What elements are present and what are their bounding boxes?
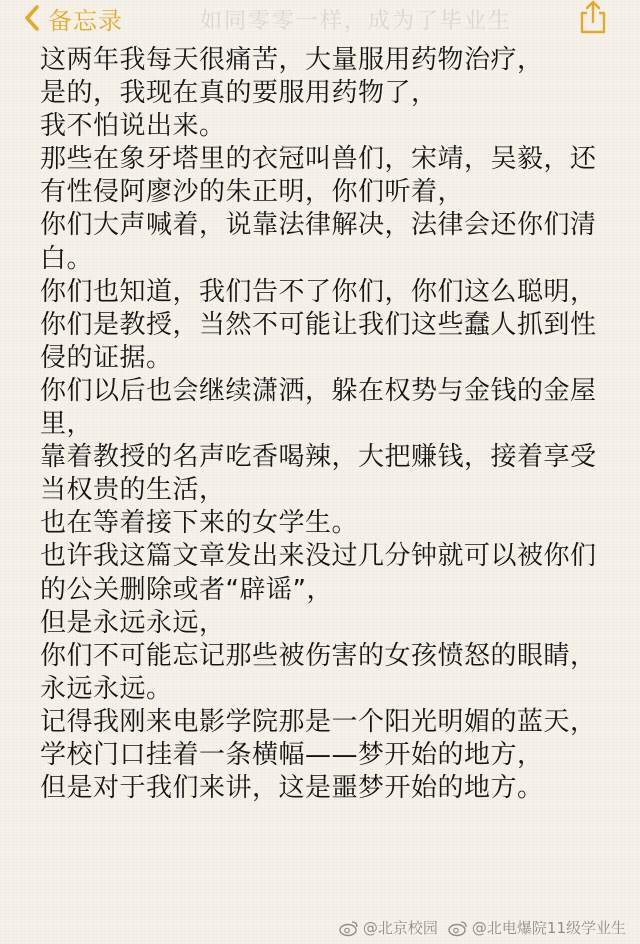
note-line: 也许我这篇文章发出来没过几分钟就可以被你们 xyxy=(40,541,597,572)
note-line: 那些在象牙塔里的衣冠叫兽们，宋靖，吴毅，还 xyxy=(40,144,597,175)
chevron-left-icon xyxy=(22,3,42,33)
note-line: 记得我刚来电影学院那是一个阳光明媚的蓝天， xyxy=(40,706,597,737)
note-line: 但是永远永远， xyxy=(40,607,226,638)
note-line: 有性侵阿廖沙的朱正明，你们听着， xyxy=(40,177,465,208)
note-line: 的公关删除或者“辟谣”， xyxy=(40,574,333,605)
ghost-title: 如同零零一样，成为了毕业生 xyxy=(200,9,513,34)
watermark-1 xyxy=(339,917,438,938)
note-line: 当权贵的生活， xyxy=(40,475,226,506)
watermark-bar xyxy=(339,917,626,938)
watermark-2-label: @北电爆院11级学业生 xyxy=(471,919,626,937)
note-body[interactable] xyxy=(40,44,620,805)
note-line: 你们不可能忘记那些被伤害的女孩愤怒的眼睛， xyxy=(40,640,597,671)
note-line: 白。 xyxy=(40,243,94,274)
note-line: 这两年我每天很痛苦，大量服用药物治疗， xyxy=(40,45,544,75)
navigation-bar xyxy=(0,0,640,36)
note-line: 学校门口挂着一条横幅——梦开始的地方， xyxy=(40,739,544,770)
weibo-icon xyxy=(448,919,468,937)
note-line: 里， xyxy=(40,409,94,440)
note-line: 但是对于我们来讲，这是噩梦开始的地方。 xyxy=(40,773,544,804)
weibo-icon xyxy=(339,919,359,937)
back-label: 备忘录 xyxy=(48,6,123,35)
watermark-1-label: @北京校园 xyxy=(362,919,438,937)
note-line: 靠着教授的名声吃香喝辣，大把赚钱，接着享受 xyxy=(40,442,597,473)
note-line: 你们大声喊着，说靠法律解决，法律会还你们清 xyxy=(40,210,597,241)
note-line: 你们以后也会继续潇洒，躲在权势与金钱的金屋 xyxy=(40,375,597,406)
back-button[interactable] xyxy=(22,2,123,34)
note-line: 侵的证据。 xyxy=(40,342,173,373)
note-line: 你们也知道，我们告不了你们，你们这么聪明， xyxy=(40,276,597,307)
note-line: 是的，我现在真的要服用药物了， xyxy=(40,78,438,109)
note-line: 我不怕说出来。 xyxy=(40,111,226,142)
note-line: 永远永远。 xyxy=(40,673,173,704)
note-line: 你们是教授，当然不可能让我们这些蠢人抓到性 xyxy=(40,309,597,340)
watermark-2 xyxy=(448,917,626,938)
share-icon[interactable] xyxy=(576,0,610,34)
note-line: 也在等着接下来的女学生。 xyxy=(40,508,359,539)
